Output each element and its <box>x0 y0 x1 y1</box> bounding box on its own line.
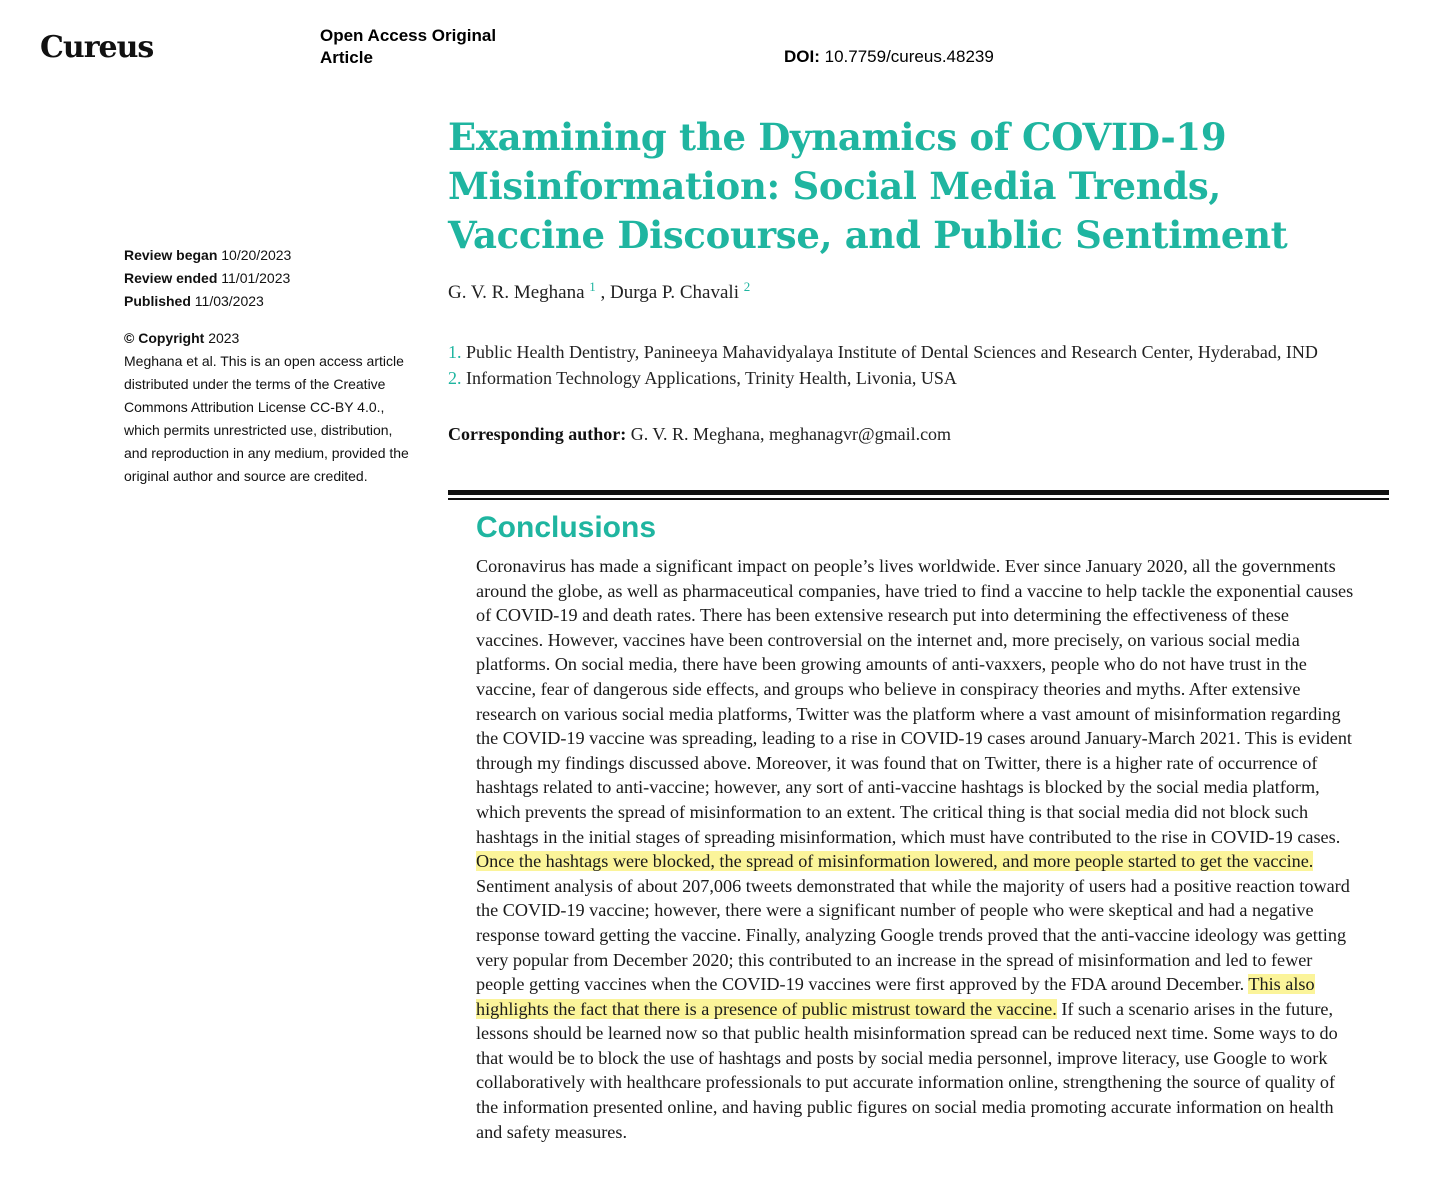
corresponding-value[interactable]: G. V. R. Meghana, meghanagvr@gmail.com <box>630 424 952 444</box>
author-list <box>448 279 750 304</box>
affiliation-ref[interactable]: 1 <box>589 279 596 294</box>
paragraph-text: Sentiment analysis of about 207,006 tweets demonstrated that while the majority of users had a positive reaction toward the COVID-19 vaccine; however, there were a significant number of people who were skeptical and had a negative response toward getting the vaccine. Finally, analyzing Google trends proved that the anti-vaccine ideology was getting very popular from December 2020; this contributed to an increase in the spread of misinformation and led to fewer people getting vaccines when the COVID-19 vaccines were first approved by the FDA around December. <box>476 875 1350 995</box>
affiliation-number: 1. <box>448 342 462 362</box>
published-label: Published <box>124 293 191 309</box>
copyright-notice <box>124 327 409 488</box>
published <box>124 290 409 313</box>
review-ended <box>124 267 409 290</box>
corresponding-author <box>448 424 951 445</box>
section-divider-thin <box>448 498 1389 500</box>
affiliation-text: Information Technology Applications, Trinity Health, Livonia, USA <box>466 368 957 388</box>
copyright-text: Meghana et al. This is an open access article distributed under the terms of the Creative Commons Attribution License CC-BY 4.0., which permits unrestricted use, distribution, and reproduction in any medium, provided the original author and source are credited. <box>124 353 409 484</box>
affiliation-number: 2. <box>448 368 462 388</box>
copyright-year: 2023 <box>208 330 240 346</box>
review-ended-date: 11/01/2023 <box>221 270 291 286</box>
published-date: 11/03/2023 <box>194 293 264 309</box>
author-separator: , <box>595 282 611 303</box>
doi <box>784 47 994 67</box>
review-began <box>124 244 409 267</box>
article-title: Examining the Dynamics of COVID-19 Misinformation: Social Media Trends, Vaccine Discourse, and Public Sentiment <box>448 115 1288 257</box>
review-dates <box>124 244 409 313</box>
journal-logo[interactable]: Cureus <box>40 30 154 65</box>
author-name[interactable]: G. V. R. Meghana <box>448 282 585 303</box>
author-name[interactable]: Durga P. Chavali <box>610 282 739 303</box>
affiliation-item <box>448 339 1318 365</box>
conclusions-paragraph <box>476 554 1354 1144</box>
affiliation-list <box>448 339 1318 391</box>
affiliation-ref[interactable]: 2 <box>743 279 751 294</box>
paragraph-text: If such a scenario arises in the future, lessons should be learned now so that public health misinformation spread can be reduced next time. Some ways to do that would be to block the use of hashtags and posts by social media personnel, improve literacy, use Google to work collaboratively with healthcare professionals to put accurate information online, strengthening the source of quality of the information presented online, and having public figures on social media promoting accurate information on health and safety measures. <box>476 998 1338 1142</box>
corresponding-label: Corresponding author: <box>448 424 627 444</box>
review-ended-label: Review ended <box>124 270 218 286</box>
doi-link[interactable]: 10.7759/cureus.48239 <box>824 47 994 66</box>
copyright-label: © Copyright <box>124 330 205 346</box>
highlighted-text: This also highlights the fact that there is a presence of public mistrust toward the vaccine. <box>476 974 1315 1019</box>
conclusions-heading: Conclusions <box>476 511 657 544</box>
highlighted-text: Once the hashtags were blocked, the spread of misinformation lowered, and more people started to get the vaccine. <box>476 851 1314 872</box>
paragraph-text: Coronavirus has made a significant impact on people’s lives worldwide. Ever since January 2020, all the governments around the globe, as well as pharmaceutical companies, have tried to find a vaccine to help tackle the exponential causes of COVID-19 and death rates. There has been extensive research put into determining the effectiveness of these vaccines. However, vaccines have been controversial on the internet and, more precisely, on various social media platforms. On social media, there have been growing amounts of anti-vaxxers, people who do not have trust in the vaccine, fear of dangerous side effects, and groups who believe in conspiracy theories and myths. After extensive research on various social media platforms, Twitter was the platform where a vast amount of misinformation regarding the COVID-19 vaccine was spreading, leading to a rise in COVID-19 cases around January-March 2021. This is evident through my findings discussed above. Moreover, it was found that on Twitter, there is a higher rate of occurrence of hashtags related to anti-vaccine; however, any sort of anti-vaccine hashtags is blocked by the social media platform, which prevents the spread of misinformation to an extent. The critical thing is that social media did not block such hashtags in the initial stages of spreading misinformation, which must have contributed to the rise in COVID-19 cases. <box>476 556 1354 847</box>
review-began-label: Review began <box>124 247 218 263</box>
article-type-label: Open Access Original Article <box>320 26 497 67</box>
section-divider <box>448 490 1389 495</box>
review-began-date: 10/20/2023 <box>221 247 292 263</box>
affiliation-item <box>448 365 1318 391</box>
affiliation-text: Public Health Dentistry, Panineeya Mahavidyalaya Institute of Dental Sciences and Research Center, Hyderabad, IND <box>466 342 1318 362</box>
doi-label: DOI: <box>784 47 820 66</box>
copyright-heading <box>124 327 409 350</box>
